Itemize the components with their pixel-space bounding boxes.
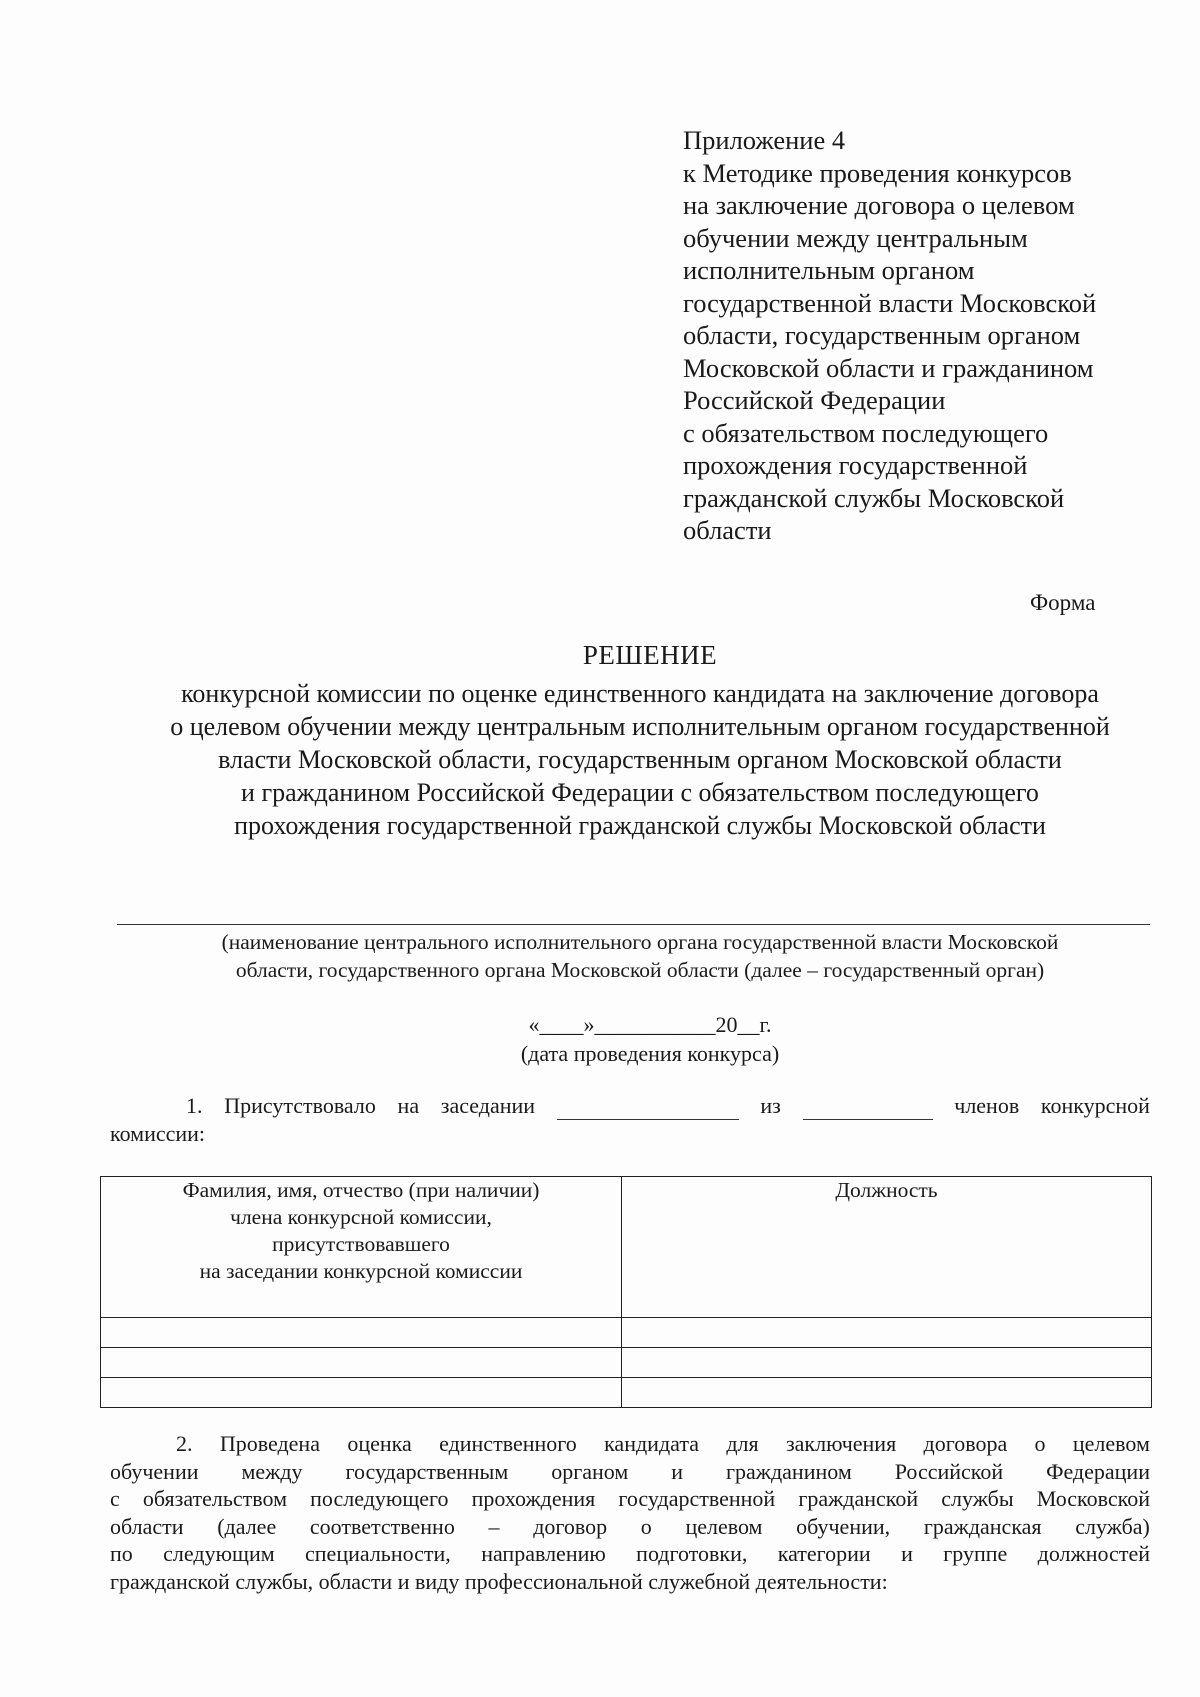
paragraph-2-line	[110, 1540, 1150, 1568]
p2-word: Российской	[894, 1458, 1004, 1484]
p2-word: для	[726, 1431, 759, 1456]
p2-word: органом	[551, 1458, 629, 1484]
p2-word: направлению	[481, 1541, 606, 1566]
appendix-line: прохождения государственной	[683, 450, 1028, 480]
subtitle-line: о целевом обучении между центральным исполнительным органом государственной	[170, 712, 1110, 741]
paragraph-2-line	[110, 1458, 1150, 1486]
appendix-line: на заключение договора о целевом	[683, 190, 1075, 220]
p2-word: (далее	[217, 1513, 277, 1539]
position-cell[interactable]	[622, 1348, 1152, 1378]
appendix-line: к Методике проведения конкурсов	[683, 157, 1072, 188]
p2-word: должностей	[1037, 1541, 1150, 1566]
p2-word: группе	[943, 1541, 1008, 1566]
subtitle-line: и гражданином Российской Федерации с обязательством последующего	[241, 778, 1039, 807]
p2-word: гражданином	[725, 1458, 852, 1484]
table-row	[101, 1378, 1152, 1408]
subtitle-line: власти Московской области, государственным органом Московской области	[218, 745, 1062, 774]
name-cell[interactable]	[101, 1378, 622, 1408]
header-name-cell	[101, 1177, 622, 1318]
p2-word: Федерации	[1046, 1458, 1150, 1484]
table-row	[101, 1318, 1152, 1348]
p1-from-word: из	[760, 1093, 781, 1118]
p2-word: между	[241, 1458, 303, 1484]
p1-word: конкурсной	[1040, 1093, 1150, 1118]
p1-word: членов	[954, 1093, 1020, 1118]
p2-word: кандидата	[604, 1431, 699, 1456]
appendix-line: гражданской службы Московской	[683, 482, 1065, 513]
p2-word: государственным	[345, 1458, 509, 1484]
appendix-line: Московской области и гражданином	[683, 352, 1094, 383]
p2-word: Проведена	[219, 1431, 320, 1456]
paragraph-2-line	[110, 1485, 1150, 1513]
p2-word: Московской	[1036, 1486, 1150, 1511]
org-caption-line: области, государственного органа Московской области (далее – государственный орган)	[235, 958, 1045, 982]
p2-word: соответственно	[309, 1513, 455, 1539]
p2-word: служба)	[1075, 1513, 1150, 1539]
appendix-line: государственной власти Московской	[683, 287, 1097, 318]
table-row	[101, 1348, 1152, 1378]
form-label: Форма	[1030, 590, 1096, 615]
p2-word: последующего	[310, 1486, 449, 1511]
p2-word: по	[110, 1541, 133, 1566]
subtitle-line: конкурсной комиссии по оценке единственного кандидата на заключение договора	[181, 679, 1099, 708]
paragraph-1-line-1	[110, 1092, 1150, 1120]
p2-word: единственного	[439, 1431, 577, 1456]
date-caption: (дата проведения конкурса)	[520, 1041, 780, 1066]
paragraph-2	[110, 1430, 1150, 1595]
appendix-line: Приложение 4	[683, 125, 846, 155]
header-position-cell	[622, 1177, 1152, 1318]
p2-word: целевом	[1072, 1431, 1150, 1456]
paragraph-2-line	[110, 1513, 1150, 1541]
present-count-blank[interactable]	[557, 1099, 739, 1120]
p2-word: обучении,	[796, 1513, 891, 1539]
header-name-line: Фамилия, имя, отчество (при наличии)	[182, 1178, 540, 1202]
appendix-line: обучении между центральным	[683, 222, 1028, 253]
appendix-line: области	[683, 515, 772, 545]
p2-word: и	[901, 1541, 913, 1566]
p1-word: на	[397, 1093, 420, 1118]
paragraph-2-line	[110, 1430, 1150, 1458]
p1-word: заседании	[440, 1093, 536, 1118]
header-position-label: Должность	[835, 1178, 938, 1202]
p2-word: договора	[923, 1431, 1008, 1456]
name-cell[interactable]	[101, 1348, 622, 1378]
appendix-line: Российской Федерации	[683, 385, 946, 415]
p2-word: обучении	[110, 1458, 199, 1484]
date-block	[440, 1010, 860, 1068]
p2-word: о	[640, 1513, 652, 1539]
paragraph-1-line-2: комиссии:	[110, 1121, 206, 1146]
subtitle-line: прохождения государственной гражданской службы Московской области	[234, 811, 1046, 840]
document-title: РЕШЕНИЕ	[582, 640, 718, 670]
appendix-line: исполнительным органом	[683, 255, 975, 285]
position-cell[interactable]	[622, 1318, 1152, 1348]
position-cell[interactable]	[622, 1378, 1152, 1408]
p2-word: прохождения	[471, 1486, 596, 1511]
p2-word: и	[671, 1458, 684, 1484]
document-subtitle	[110, 677, 1170, 842]
paragraph-1	[110, 1092, 1150, 1148]
p2-word: 2.	[176, 1431, 193, 1456]
p2-word: гражданская	[923, 1513, 1042, 1539]
p2-word: области	[110, 1513, 184, 1539]
p2-word: гражданской	[798, 1486, 919, 1511]
members-table	[100, 1176, 1152, 1408]
p2-word: следующим	[163, 1541, 275, 1566]
p1-word: 1.	[186, 1093, 203, 1118]
header-name-line: присутствовавшего	[272, 1232, 450, 1256]
appendix-line: с обязательством последующего	[683, 417, 1049, 448]
p2-word: подготовки,	[636, 1541, 748, 1566]
p1-word: Присутствовало	[224, 1093, 376, 1118]
appendix-line: области, государственным органом	[683, 320, 1081, 350]
table-header-row	[101, 1177, 1152, 1318]
p2-word: договор	[533, 1513, 608, 1539]
p2-word: с	[110, 1486, 120, 1511]
p2-word: специальности,	[305, 1541, 451, 1566]
p2-word: заключения	[785, 1431, 897, 1456]
org-name-fill-line[interactable]	[117, 924, 1150, 925]
p2-word: службы	[941, 1486, 1014, 1511]
total-members-blank[interactable]	[803, 1099, 933, 1120]
appendix-block	[683, 124, 1163, 547]
p2-word: –	[488, 1513, 500, 1539]
p2-word: категории	[777, 1541, 871, 1566]
date-fill-line[interactable]: «____»___________20__г.	[528, 1012, 772, 1037]
org-name-caption	[120, 928, 1160, 984]
p2-word: гражданской службы, области и виду профессиональной служебной деятельности:	[110, 1568, 888, 1594]
p2-word: о	[1034, 1431, 1046, 1456]
paragraph-2-line	[110, 1568, 1150, 1596]
p2-word: обязательством	[142, 1486, 288, 1511]
name-cell[interactable]	[101, 1318, 622, 1348]
org-caption-line: (наименование центрального исполнительного органа государственной власти Московской	[221, 930, 1059, 954]
p2-word: государственной	[618, 1486, 776, 1511]
header-name-line: члена конкурсной комиссии,	[230, 1205, 492, 1229]
p2-word: оценка	[347, 1431, 412, 1456]
p2-word: целевом	[685, 1513, 763, 1539]
header-name-line: на заседании конкурсной комиссии	[199, 1259, 523, 1283]
